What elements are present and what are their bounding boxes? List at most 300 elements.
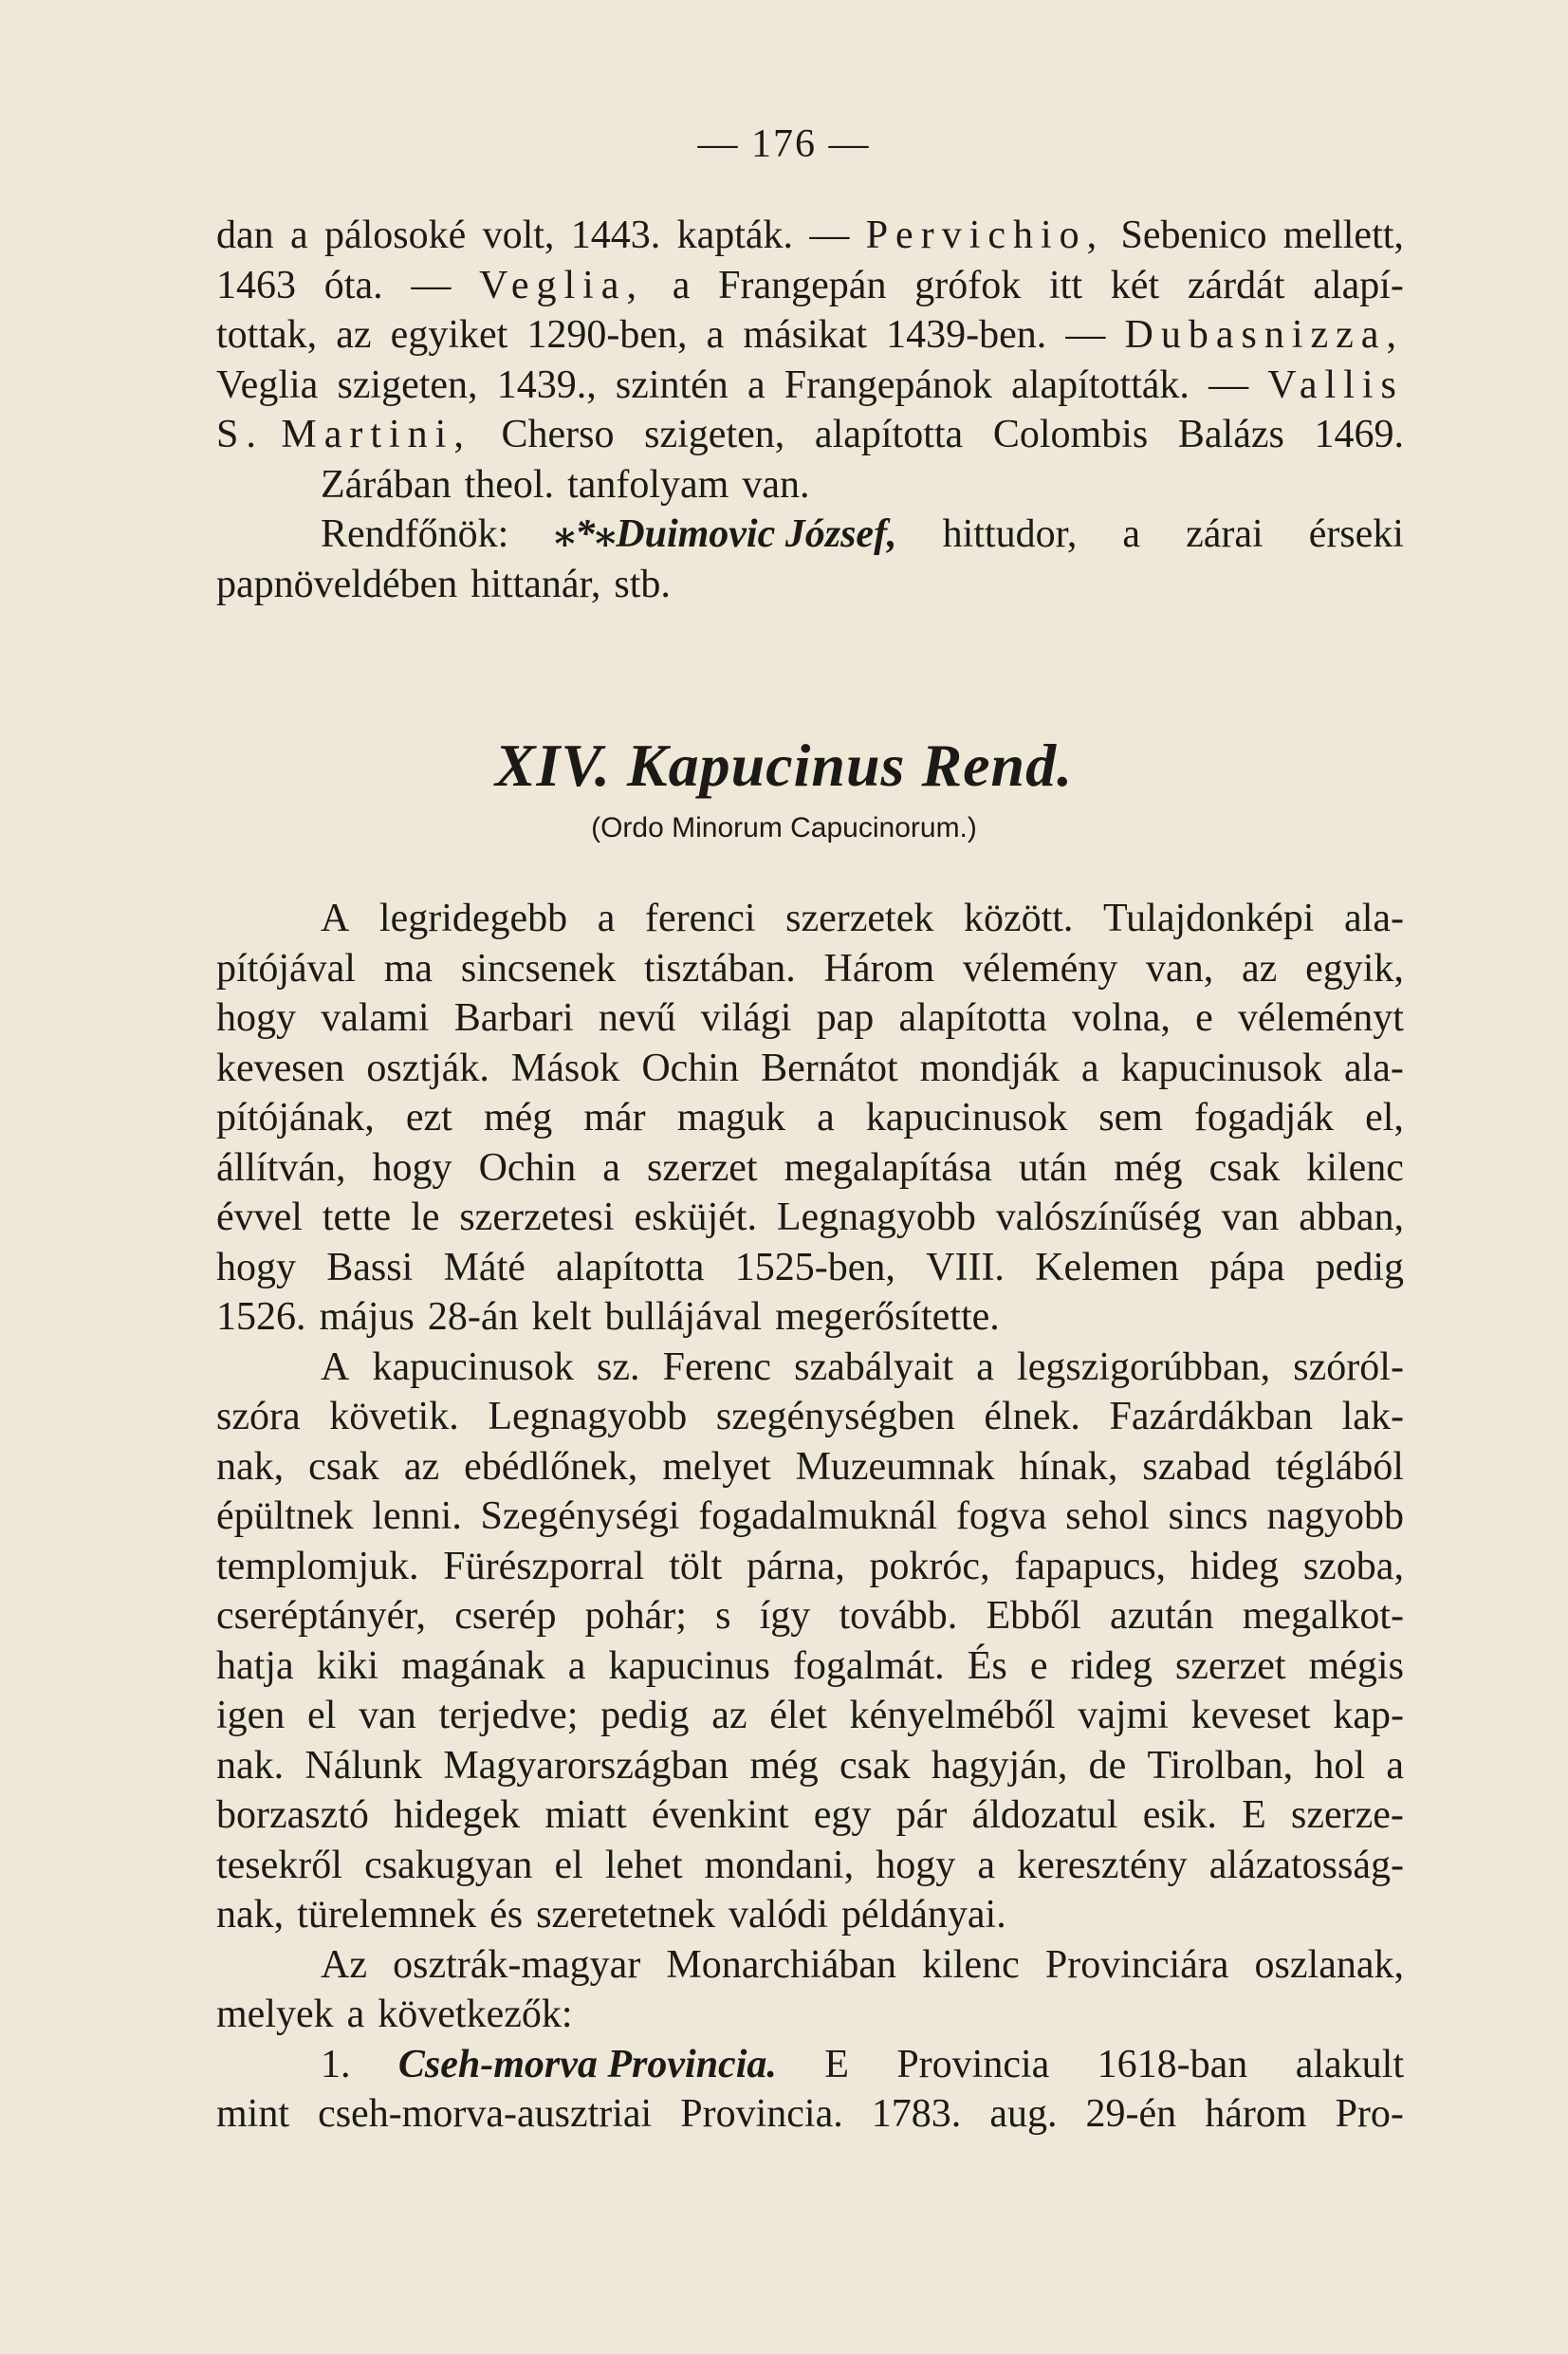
word: van <box>359 1694 416 1737</box>
word: 1525-ben, <box>734 1245 895 1289</box>
word: Frangepánok <box>784 362 993 407</box>
word: Máté <box>443 1245 526 1289</box>
word: keresztény <box>1017 1843 1188 1887</box>
word: alapította <box>556 1245 705 1289</box>
word: fogva <box>955 1494 1047 1538</box>
word: fogadalmuknál <box>698 1494 938 1538</box>
word: mondják <box>919 1046 1060 1090</box>
word: Pro- <box>1335 2092 1404 2136</box>
word: téglából <box>1275 1444 1404 1489</box>
text-line <box>216 1890 1404 1940</box>
word: hidegek <box>394 1793 521 1837</box>
word: alázatosság- <box>1208 1843 1404 1887</box>
word: tovább. <box>839 1594 958 1638</box>
word: példányai. <box>840 1893 1006 1937</box>
word: itt <box>1049 263 1083 307</box>
word: türelemnek <box>297 1893 477 1937</box>
word: theol. <box>464 462 555 507</box>
chapter-title: XIV. Kapucinus Rend. <box>494 732 1074 799</box>
word: alakult <box>1295 2042 1404 2086</box>
word: lak- <box>1341 1395 1404 1438</box>
word: kap- <box>1333 1694 1404 1737</box>
word: csak <box>308 1444 379 1489</box>
word: szerze- <box>1291 1793 1404 1837</box>
word: szintén <box>615 362 729 407</box>
word: párna, <box>746 1544 845 1588</box>
word: hagyján, <box>931 1743 1068 1788</box>
text-line <box>216 1591 1404 1641</box>
word: kelt <box>531 1295 592 1339</box>
word: ma <box>383 946 434 991</box>
word: sincsenek <box>460 946 617 991</box>
word: Bassi <box>326 1245 414 1289</box>
text-line <box>216 261 1404 311</box>
word: Tulajdonképi <box>1103 897 1315 940</box>
word: másikat <box>743 313 868 357</box>
word: magának <box>401 1643 545 1688</box>
word: szigeten, <box>644 413 785 456</box>
word: pálosoké <box>323 213 467 257</box>
word: kevesen <box>216 1046 345 1090</box>
word: Provincia. <box>680 2092 843 2136</box>
word: a <box>817 1096 835 1140</box>
word: ebédlőnek, <box>464 1444 638 1489</box>
word: nak, <box>216 1893 285 1937</box>
word: azután <box>1109 1594 1214 1638</box>
top-text-block <box>216 211 1404 609</box>
word: Rendfőnök: <box>321 512 509 556</box>
word: alapították. <box>1011 362 1190 407</box>
word: Kelemen <box>1035 1245 1179 1289</box>
word: fogalmát. <box>792 1643 945 1688</box>
word: a <box>1080 1046 1099 1090</box>
word: pedig <box>600 1694 690 1737</box>
text-line <box>216 1193 1404 1243</box>
word: Veglia, <box>479 263 644 307</box>
word: melyek <box>216 1993 334 2036</box>
text-line <box>216 1641 1404 1692</box>
word: el, <box>1365 1096 1404 1140</box>
word: legridegebb <box>378 897 568 940</box>
word: még <box>483 1096 553 1140</box>
word: Három <box>823 946 935 991</box>
word: E <box>824 2042 849 2086</box>
word: három <box>1205 2092 1307 2136</box>
word: fapapucs, <box>1014 1544 1167 1588</box>
word: szerzetek <box>785 897 934 940</box>
page-number: — 176 — <box>697 122 871 166</box>
word: lehet <box>604 1843 683 1887</box>
word: Ochin <box>478 1145 577 1190</box>
word: bullájával <box>604 1295 763 1339</box>
word: a <box>567 1643 586 1688</box>
text-line <box>216 560 1404 610</box>
word: el <box>554 1843 583 1887</box>
word: kapucinusok <box>372 1344 574 1389</box>
word: hogy <box>876 1843 956 1887</box>
word: Legnagyobb <box>776 1196 976 1239</box>
word: következők: <box>378 1993 573 2036</box>
word: esik. <box>1142 1793 1217 1837</box>
word: a <box>597 897 616 940</box>
word: szeretetnek <box>536 1893 715 1937</box>
word: szabad <box>1142 1444 1251 1489</box>
word: — <box>809 213 850 257</box>
word: Ochin <box>641 1046 739 1090</box>
word: Szegénységi <box>480 1494 680 1538</box>
word: után <box>1018 1145 1088 1190</box>
word: hittudor, <box>942 512 1078 556</box>
word: 28-án <box>427 1295 519 1339</box>
word: kilenc <box>1306 1145 1404 1190</box>
word: Cherso <box>501 413 615 456</box>
word: Cseh-morva Provincia. <box>397 2042 777 2086</box>
word: Dubasnizza, <box>1124 313 1404 357</box>
word: tottak, <box>216 313 318 357</box>
word: a <box>706 313 725 357</box>
word: állítván, <box>216 1145 346 1190</box>
word: megalapítása <box>784 1145 992 1190</box>
word: aug. <box>989 2092 1058 2136</box>
text-line <box>216 310 1404 361</box>
word: hínak, <box>1019 1444 1118 1489</box>
text-line <box>216 1940 1404 1991</box>
word: nak. <box>216 1743 285 1788</box>
word: esküjét. <box>634 1196 757 1239</box>
word: S. Martini, <box>216 413 471 456</box>
word: valódi <box>728 1893 828 1937</box>
word: zárdát <box>1187 263 1285 307</box>
word: között. <box>963 897 1074 940</box>
word: így <box>759 1594 811 1638</box>
word: Provinciára <box>1044 1942 1229 1987</box>
text-line <box>216 410 1404 460</box>
text-line <box>216 460 1404 510</box>
word: csakugyan <box>364 1843 533 1887</box>
word: Balázs <box>1177 413 1284 456</box>
word: tölt <box>669 1544 723 1588</box>
word: dan <box>216 213 274 257</box>
text-line <box>216 894 1404 944</box>
word: stb. <box>614 562 671 606</box>
chapter-subtitle: (Ordo Minorum Capucinorum.) <box>591 812 977 843</box>
word: pápa <box>1209 1245 1285 1289</box>
word: véleményt <box>1237 996 1404 1040</box>
word: alapította <box>898 996 1047 1040</box>
word: szerzet <box>1174 1643 1286 1688</box>
word: e <box>1195 996 1213 1040</box>
word: szabályait <box>794 1344 954 1389</box>
word: Nálunk <box>304 1743 423 1788</box>
word: 1439., <box>496 362 597 407</box>
word: a <box>976 1344 994 1389</box>
word: kapucinus <box>608 1643 770 1688</box>
word: Zárában <box>321 462 452 507</box>
text-line <box>216 944 1404 994</box>
word: grófok <box>914 263 1022 307</box>
word: VIII. <box>926 1245 1005 1289</box>
word: pár <box>895 1793 948 1837</box>
word: Colombis <box>992 413 1149 456</box>
word: cseh-morva-ausztriai <box>318 2092 653 2136</box>
word: el <box>307 1694 337 1737</box>
word: 1463 <box>216 263 296 307</box>
word: ferenci <box>644 897 756 940</box>
word: Legnagyobb <box>488 1395 688 1438</box>
word: hogy <box>372 1145 452 1190</box>
word: évvel <box>216 1196 303 1239</box>
word: a <box>1386 1743 1404 1788</box>
word: abban, <box>1299 1196 1404 1239</box>
word: sincs <box>1168 1494 1248 1538</box>
word: hogy <box>216 1245 296 1289</box>
word: 1618-ban <box>1097 2042 1248 2086</box>
text-line <box>216 1243 1404 1293</box>
text-line <box>216 1044 1404 1094</box>
word: tette <box>322 1196 392 1239</box>
word: és <box>489 1893 524 1937</box>
word: a <box>1122 512 1141 556</box>
word: mellett, <box>1282 213 1404 257</box>
word: 1. <box>321 2042 351 2086</box>
text-line <box>216 1292 1404 1343</box>
word: mint <box>216 2092 290 2136</box>
word: 1443. <box>570 213 661 257</box>
word: egyiket <box>390 313 508 357</box>
word: lenni. <box>372 1494 462 1538</box>
word: még <box>1114 1145 1183 1190</box>
word: melyet <box>662 1444 771 1489</box>
text-line <box>216 1990 1404 2040</box>
word: Pervichio, <box>865 213 1105 257</box>
word: május <box>319 1295 415 1339</box>
text-line <box>216 1790 1404 1841</box>
word: Magyarországban <box>443 1743 729 1788</box>
word: cseréptányér, <box>216 1594 427 1638</box>
word: sehol <box>1065 1494 1150 1538</box>
word: kapták. <box>676 213 794 257</box>
word: Ferenc <box>662 1344 771 1389</box>
word: nevű <box>598 996 676 1040</box>
word: az <box>403 1444 440 1489</box>
word: papnöveldében <box>216 562 458 606</box>
word: követik. <box>329 1395 459 1438</box>
word: Fazárdákban <box>1109 1395 1314 1438</box>
word: mégis <box>1308 1643 1404 1688</box>
word: osztják. <box>366 1046 489 1090</box>
word: keveset <box>1190 1694 1311 1737</box>
word: s <box>715 1594 731 1638</box>
word: van, <box>1146 946 1214 991</box>
word: le <box>411 1196 440 1239</box>
word: pítójának, <box>216 1096 375 1140</box>
word: cserép <box>454 1594 557 1638</box>
word: Monarchiában <box>666 1942 896 1987</box>
word: a <box>977 1843 995 1887</box>
word: Fürészporral <box>443 1544 645 1588</box>
word: megerősítette. <box>775 1295 1000 1339</box>
word: két <box>1110 263 1160 307</box>
text-line <box>216 361 1404 411</box>
word: tisztában. <box>643 946 796 991</box>
word: miatt <box>544 1793 627 1837</box>
word: Sebenico <box>1120 213 1267 257</box>
word: hideg <box>1190 1544 1280 1588</box>
word: pítójával <box>216 946 356 991</box>
text-line <box>216 211 1404 261</box>
word: már <box>583 1096 646 1140</box>
word: pap <box>816 996 875 1040</box>
word: pokróc, <box>869 1544 990 1588</box>
word: Bernátot <box>761 1046 898 1090</box>
word: kapucinusok <box>1120 1046 1322 1090</box>
word: a <box>672 263 691 307</box>
word: valami <box>321 996 430 1040</box>
word: vélemény <box>962 946 1118 991</box>
word: mondani, <box>704 1843 855 1887</box>
word: e <box>1029 1643 1048 1688</box>
word: kilenc <box>922 1942 1020 1987</box>
text-line <box>216 1841 1404 1891</box>
word: a <box>346 1993 365 2036</box>
word: kényelméből <box>849 1694 1056 1737</box>
word: hittanár, <box>470 562 601 606</box>
word: kapucinusok <box>865 1096 1068 1140</box>
word: templomjuk. <box>216 1544 419 1588</box>
word: élet <box>769 1694 827 1737</box>
word: Muzeumnak <box>795 1444 995 1489</box>
word: alapí- <box>1313 263 1404 307</box>
word: rideg <box>1070 1643 1153 1688</box>
word: 29-én <box>1085 2092 1177 2136</box>
word: az <box>711 1694 747 1737</box>
word: évenkint <box>651 1793 789 1837</box>
word: vajmi <box>1078 1694 1169 1737</box>
word: 1469. <box>1314 413 1404 456</box>
word: az <box>336 313 372 357</box>
word: valószínűség <box>995 1196 1202 1239</box>
main-text-block <box>216 894 1404 2140</box>
word: igen <box>216 1694 286 1737</box>
word: Barbari <box>453 996 574 1040</box>
word: nak, <box>216 1444 285 1489</box>
word: ezt <box>405 1096 452 1140</box>
word: maguk <box>676 1096 786 1140</box>
word: szóról- <box>1293 1344 1404 1389</box>
word: nagyobb <box>1266 1494 1404 1538</box>
word: Tirolban, <box>1147 1743 1294 1788</box>
word: élnek. <box>984 1395 1080 1438</box>
word: még <box>749 1743 819 1788</box>
word: A <box>321 1344 350 1389</box>
word: egy <box>813 1793 872 1837</box>
word: Frangepán <box>718 263 887 307</box>
word: hol <box>1314 1743 1366 1788</box>
word: tesekről <box>216 1843 342 1887</box>
word: a <box>289 213 308 257</box>
word: pedig <box>1315 1245 1404 1289</box>
word: csak <box>1208 1145 1281 1190</box>
word: szoba, <box>1302 1544 1404 1588</box>
word: a <box>602 1145 620 1190</box>
text-line <box>216 510 1404 560</box>
word: szerzet <box>646 1145 758 1190</box>
word: sem <box>1098 1096 1163 1140</box>
word: volna, <box>1072 996 1171 1040</box>
word: — <box>411 263 452 307</box>
word: van. <box>742 462 810 507</box>
word: szegénységben <box>715 1395 955 1438</box>
word: volt, <box>482 213 555 257</box>
word: egyik, <box>1305 946 1404 991</box>
text-line <box>216 993 1404 1044</box>
word: épültnek <box>216 1494 354 1538</box>
word: — <box>1065 313 1106 357</box>
text-line <box>216 2040 1404 2090</box>
word: ala- <box>1343 1046 1404 1090</box>
word: 1290-ben, <box>526 313 688 357</box>
word: sz. <box>596 1344 640 1389</box>
word: 1783. <box>871 2092 962 2136</box>
word: Provincia <box>896 2042 1050 2086</box>
text-line <box>216 1741 1404 1791</box>
text-line <box>216 2089 1404 2140</box>
text-line <box>216 1691 1404 1741</box>
text-line <box>216 1542 1404 1592</box>
word: ala- <box>1344 897 1404 940</box>
word: Mások <box>510 1046 620 1090</box>
word: pohár; <box>584 1594 687 1638</box>
word: hatja <box>216 1643 294 1688</box>
word: óta. <box>323 263 383 307</box>
word: világi <box>700 996 792 1040</box>
word: oszlanak, <box>1254 1942 1404 1987</box>
word: És <box>967 1643 1007 1688</box>
word: Az <box>321 1942 367 1987</box>
word: van <box>1221 1196 1280 1239</box>
word: a <box>747 362 766 407</box>
text-line <box>216 1143 1404 1194</box>
text-line <box>216 1442 1404 1492</box>
word: áldozatul <box>971 1793 1118 1837</box>
word: zárai <box>1186 512 1264 556</box>
word: 1439-ben. <box>886 313 1047 357</box>
word: szerzetesi <box>459 1196 615 1239</box>
word: megalkot- <box>1242 1594 1404 1638</box>
word: legszigorúbban, <box>1017 1344 1271 1389</box>
word: szóra <box>216 1395 301 1438</box>
word: az <box>1242 946 1278 991</box>
text-line <box>216 1343 1404 1393</box>
word: hogy <box>216 996 296 1040</box>
word: osztrák-magyar <box>393 1942 641 1987</box>
word: csak <box>839 1743 911 1788</box>
word: tanfolyam <box>567 462 729 507</box>
word: alapította <box>814 413 964 456</box>
word: terjedve; <box>438 1694 579 1737</box>
text-line <box>216 1392 1404 1442</box>
word: szigeten, <box>337 362 478 407</box>
word: — <box>1208 362 1249 407</box>
word: fogadják <box>1194 1096 1334 1140</box>
word: Veglia <box>216 362 319 407</box>
word: érseki <box>1308 512 1404 556</box>
word: ⁎*⁎Duimovic József, <box>554 512 897 556</box>
text-line <box>216 1093 1404 1143</box>
word: E <box>1242 1793 1266 1837</box>
word: 1526. <box>216 1295 306 1339</box>
word: Ebből <box>986 1594 1081 1638</box>
